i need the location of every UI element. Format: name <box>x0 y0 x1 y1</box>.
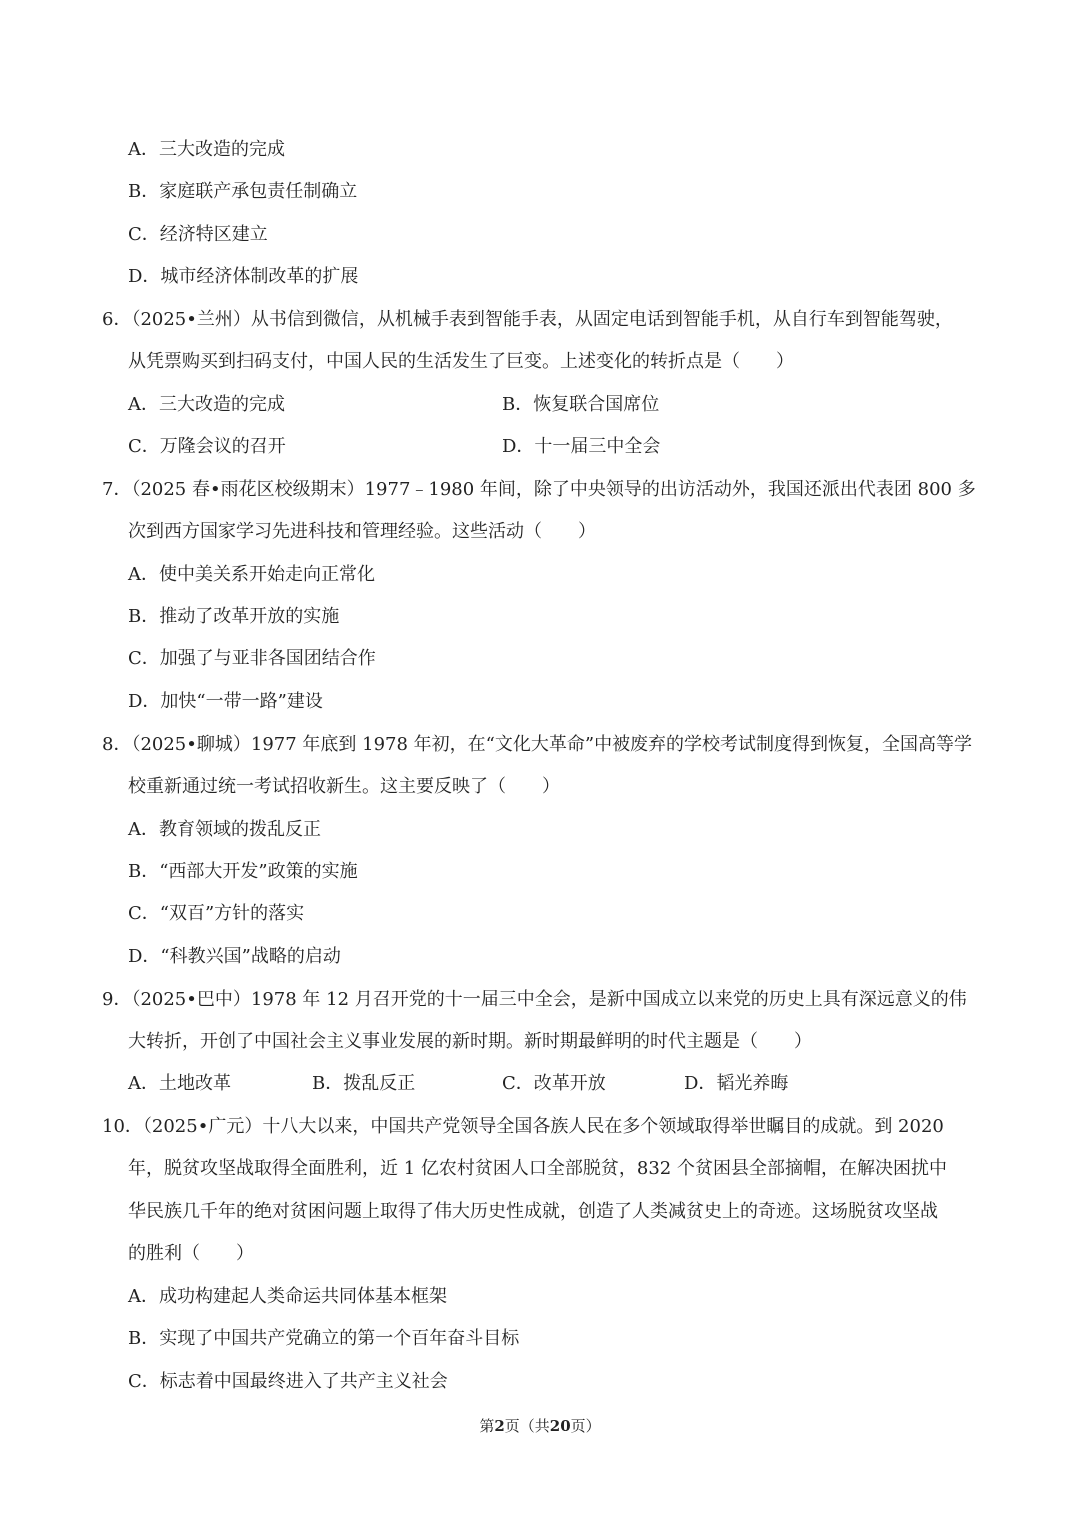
q8-stem-line1: 8．（2025•聊城）1977 年底到 1978 年初，在“文化大革命”中被废弃的学校考试制度得到恢复，全国高等学 <box>102 734 973 755</box>
q6-stem-line1: 6．（2025•兰州）从书信到微信，从机械手表到智能手表，从固定电话到智能手机，从自行车到智能驾驶， <box>102 309 953 330</box>
q9-option-d: D．韬光养晦 <box>684 1073 789 1094</box>
q8-option-c: C．“双百”方针的落实 <box>128 903 305 924</box>
footer-page-number: 2 <box>494 1417 505 1435</box>
q5-option-a: A．三大改造的完成 <box>128 139 285 160</box>
q7-stem-line1: 7．（2025 春•雨花区校级期末）1977﹣1980 年间，除了中央领导的出访活动外，我国还派出代表团 800 多 <box>102 479 976 500</box>
q8-stem-line2: 校重新通过统一考试招收新生。这主要反映了（ ） <box>128 776 560 797</box>
q10-stem-line1: 10．（2025•广元）十八大以来，中国共产党领导全国各族人民在多个领域取得举世瞩目的成就。到 2020 <box>102 1116 944 1137</box>
q7-option-c: C．加强了与亚非各国团结合作 <box>128 648 376 669</box>
q7-stem-line2: 次到西方国家学习先进科技和管理经验。这些活动（ ） <box>128 521 596 542</box>
q10-stem-line4: 的胜利（ ） <box>128 1243 254 1264</box>
page-footer <box>0 1415 1080 1437</box>
q9-stem-line2: 大转折，开创了中国社会主义事业发展的新时期。新时期最鲜明的时代主题是（ ） <box>128 1031 812 1052</box>
q10-option-c: C．标志着中国最终进入了共产主义社会 <box>128 1371 448 1392</box>
q10-option-b: B．实现了中国共产党确立的第一个百年奋斗目标 <box>128 1328 520 1349</box>
q5-option-d: D．城市经济体制改革的扩展 <box>128 266 359 287</box>
footer-prefix: 第 <box>479 1417 495 1435</box>
q7-option-b: B．推动了改革开放的实施 <box>128 606 340 627</box>
footer-mid: 页（共 <box>504 1417 550 1435</box>
q5-option-c: C．经济特区建立 <box>128 224 268 245</box>
q6-option-d: D．十一届三中全会 <box>502 436 661 457</box>
q6-option-b: B．恢复联合国席位 <box>502 394 660 415</box>
q8-option-a: A．教育领域的拨乱反正 <box>128 819 321 840</box>
q6-stem-line2: 从凭票购买到扫码支付，中国人民的生活发生了巨变。上述变化的转折点是（ ） <box>128 351 794 372</box>
q5-option-b: B．家庭联产承包责任制确立 <box>128 181 358 202</box>
q9-option-a: A．土地改革 <box>128 1073 231 1094</box>
q8-option-b: B．“西部大开发”政策的实施 <box>128 861 358 882</box>
q9-stem-line1: 9．（2025•巴中）1978 年 12 月召开党的十一届三中全会，是新中国成立以来党的历史上具有深远意义的伟 <box>102 989 967 1010</box>
q6-option-a: A．三大改造的完成 <box>128 394 285 415</box>
q6-option-c: C．万隆会议的召开 <box>128 436 286 457</box>
footer-total-pages: 20 <box>549 1417 571 1435</box>
q7-option-d: D．加快“一带一路”建设 <box>128 691 323 712</box>
q10-stem-line2: 年，脱贫攻坚战取得全面胜利，近 1 亿农村贫困人口全部脱贫，832 个贫困县全部摘帽，在解决困扰中 <box>128 1158 947 1179</box>
q7-option-a: A．使中美关系开始走向正常化 <box>128 564 375 585</box>
footer-suffix: 页） <box>570 1417 601 1435</box>
q8-option-d: D．“科教兴国”战略的启动 <box>128 946 341 967</box>
q9-option-b: B．拨乱反正 <box>312 1073 416 1094</box>
q9-option-c: C．改革开放 <box>502 1073 606 1094</box>
q10-stem-line3: 华民族几千年的绝对贫困问题上取得了伟大历史性成就，创造了人类减贫史上的奇迹。这场脱贫攻坚战 <box>128 1201 938 1222</box>
q10-option-a: A．成功构建起人类命运共同体基本框架 <box>128 1286 447 1307</box>
